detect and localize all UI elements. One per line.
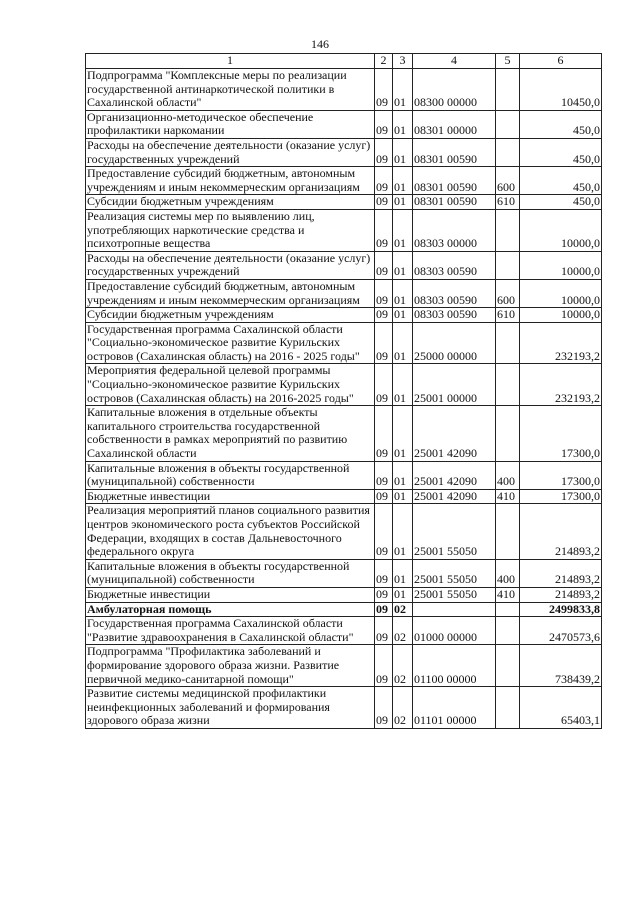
expense-type-cell: 600 — [496, 279, 520, 307]
amount-cell: 2470573,6 — [520, 617, 602, 645]
expense-type-cell — [496, 602, 520, 617]
section-code-cell: 09 — [375, 251, 393, 279]
target-article-cell: 25001 42090 — [413, 406, 496, 461]
expense-type-cell — [496, 617, 520, 645]
row-name-cell: Амбулаторная помощь — [86, 602, 375, 617]
target-article-cell: 08301 00590 — [413, 167, 496, 195]
expense-type-cell — [496, 138, 520, 166]
header-col-4: 4 — [413, 54, 496, 69]
header-col-1: 1 — [86, 54, 375, 69]
amount-cell: 232193,2 — [520, 322, 602, 364]
budget-table — [85, 53, 602, 729]
table-row — [86, 364, 602, 406]
table-row — [86, 587, 602, 602]
amount-cell: 10450,0 — [520, 69, 602, 111]
amount-cell: 17300,0 — [520, 406, 602, 461]
row-name-cell: Субсидии бюджетным учреждениям — [86, 195, 375, 210]
section-code-cell: 09 — [375, 279, 393, 307]
amount-cell: 450,0 — [520, 167, 602, 195]
subsection-code-cell: 01 — [393, 251, 413, 279]
row-name-cell: Предоставление субсидий бюджетным, автономным учреждениям и иным некоммерческим организациям — [86, 279, 375, 307]
section-code-cell: 09 — [375, 587, 393, 602]
subsection-code-cell: 01 — [393, 279, 413, 307]
row-name-cell: Капитальные вложения в объекты государственной (муниципальной) собственности — [86, 461, 375, 489]
table-row — [86, 110, 602, 138]
target-article-cell: 25001 55050 — [413, 504, 496, 559]
section-code-cell: 09 — [375, 138, 393, 166]
subsection-code-cell: 01 — [393, 209, 413, 251]
section-code-cell: 09 — [375, 209, 393, 251]
amount-cell: 232193,2 — [520, 364, 602, 406]
table-row — [86, 251, 602, 279]
target-article-cell: 25001 55050 — [413, 559, 496, 587]
section-code-cell: 09 — [375, 645, 393, 687]
row-name-cell: Расходы на обеспечение деятельности (оказание услуг) государственных учреждений — [86, 251, 375, 279]
row-name-cell: Государственная программа Сахалинской области "Развитие здравоохранения в Сахалинской области" — [86, 617, 375, 645]
expense-type-cell — [496, 364, 520, 406]
row-name-cell: Подпрограмма "Профилактика заболеваний и формирование здорового образа жизни. Развитие первичной медико-санитарной помощи" — [86, 645, 375, 687]
subsection-code-cell: 01 — [393, 461, 413, 489]
table-row — [86, 195, 602, 210]
amount-cell: 10000,0 — [520, 251, 602, 279]
table-row — [86, 209, 602, 251]
row-name-cell: Расходы на обеспечение деятельности (оказание услуг) государственных учреждений — [86, 138, 375, 166]
row-name-cell: Развитие системы медицинской профилактики неинфекционных заболеваний и формирования здорового образа жизни — [86, 687, 375, 729]
table-row — [86, 687, 602, 729]
row-name-cell: Мероприятия федеральной целевой программы "Социально-экономическое развитие Курильских островов (Сахалинская область) на 2016-2025 годы" — [86, 364, 375, 406]
amount-cell: 10000,0 — [520, 308, 602, 323]
amount-cell: 450,0 — [520, 195, 602, 210]
subsection-code-cell: 02 — [393, 645, 413, 687]
section-code-cell: 09 — [375, 308, 393, 323]
section-code-cell: 09 — [375, 406, 393, 461]
header-col-3: 3 — [393, 54, 413, 69]
amount-cell: 10000,0 — [520, 209, 602, 251]
expense-type-cell — [496, 110, 520, 138]
table-row — [86, 308, 602, 323]
expense-type-cell: 600 — [496, 167, 520, 195]
target-article-cell: 08301 00590 — [413, 195, 496, 210]
expense-type-cell: 610 — [496, 195, 520, 210]
table-row — [86, 322, 602, 364]
section-code-cell: 09 — [375, 602, 393, 617]
subsection-code-cell: 01 — [393, 364, 413, 406]
section-code-cell: 09 — [375, 110, 393, 138]
row-name-cell: Бюджетные инвестиции — [86, 489, 375, 504]
amount-cell: 450,0 — [520, 138, 602, 166]
subsection-code-cell: 01 — [393, 406, 413, 461]
target-article-cell: 08303 00590 — [413, 279, 496, 307]
target-article-cell: 25001 00000 — [413, 364, 496, 406]
table-header-row — [86, 54, 602, 69]
section-code-cell: 09 — [375, 195, 393, 210]
expense-type-cell — [496, 209, 520, 251]
table-row — [86, 602, 602, 617]
target-article-cell: 08303 00590 — [413, 251, 496, 279]
table-row — [86, 489, 602, 504]
expense-type-cell: 400 — [496, 461, 520, 489]
amount-cell: 214893,2 — [520, 504, 602, 559]
expense-type-cell — [496, 69, 520, 111]
header-col-6: 6 — [520, 54, 602, 69]
section-code-cell: 09 — [375, 167, 393, 195]
amount-cell: 2499833,8 — [520, 602, 602, 617]
expense-type-cell: 410 — [496, 587, 520, 602]
subsection-code-cell: 01 — [393, 69, 413, 111]
expense-type-cell — [496, 406, 520, 461]
section-code-cell: 09 — [375, 461, 393, 489]
subsection-code-cell: 01 — [393, 587, 413, 602]
row-name-cell: Бюджетные инвестиции — [86, 587, 375, 602]
expense-type-cell: 400 — [496, 559, 520, 587]
header-col-5: 5 — [496, 54, 520, 69]
row-name-cell: Организационно-методическое обеспечение профилактики наркомании — [86, 110, 375, 138]
subsection-code-cell: 01 — [393, 138, 413, 166]
section-code-cell: 09 — [375, 69, 393, 111]
subsection-code-cell: 01 — [393, 322, 413, 364]
amount-cell: 17300,0 — [520, 489, 602, 504]
subsection-code-cell: 01 — [393, 559, 413, 587]
row-name-cell: Государственная программа Сахалинской области "Социально-экономическое развитие Курильских островов (Сахалинская область) на 2016 - 2025 годы" — [86, 322, 375, 364]
table-row — [86, 138, 602, 166]
target-article-cell: 25001 42090 — [413, 461, 496, 489]
row-name-cell: Субсидии бюджетным учреждениям — [86, 308, 375, 323]
section-code-cell: 09 — [375, 364, 393, 406]
section-code-cell: 09 — [375, 687, 393, 729]
row-name-cell: Предоставление субсидий бюджетным, автономным учреждениям и иным некоммерческим организациям — [86, 167, 375, 195]
expense-type-cell — [496, 645, 520, 687]
target-article-cell: 25001 42090 — [413, 489, 496, 504]
amount-cell: 214893,2 — [520, 587, 602, 602]
target-article-cell: 08303 00590 — [413, 308, 496, 323]
row-name-cell: Реализация системы мер по выявлению лиц, употребляющих наркотические средства и психотропные вещества — [86, 209, 375, 251]
section-code-cell: 09 — [375, 489, 393, 504]
subsection-code-cell: 02 — [393, 602, 413, 617]
table-row — [86, 279, 602, 307]
target-article-cell: 08301 00000 — [413, 110, 496, 138]
section-code-cell: 09 — [375, 504, 393, 559]
expense-type-cell — [496, 504, 520, 559]
expense-type-cell — [496, 687, 520, 729]
page-number: 146 — [311, 37, 329, 51]
subsection-code-cell: 01 — [393, 504, 413, 559]
subsection-code-cell: 01 — [393, 110, 413, 138]
subsection-code-cell: 01 — [393, 195, 413, 210]
target-article-cell: 01000 00000 — [413, 617, 496, 645]
subsection-code-cell: 01 — [393, 167, 413, 195]
table-row — [86, 504, 602, 559]
expense-type-cell: 410 — [496, 489, 520, 504]
amount-cell: 738439,2 — [520, 645, 602, 687]
row-name-cell: Подпрограмма "Комплексные меры по реализации государственной антинаркотической политики в Сахалинской области" — [86, 69, 375, 111]
expense-type-cell — [496, 322, 520, 364]
table-row — [86, 461, 602, 489]
subsection-code-cell: 01 — [393, 489, 413, 504]
amount-cell: 17300,0 — [520, 461, 602, 489]
section-code-cell: 09 — [375, 617, 393, 645]
target-article-cell — [413, 602, 496, 617]
table-row — [86, 617, 602, 645]
subsection-code-cell: 02 — [393, 617, 413, 645]
target-article-cell: 25001 55050 — [413, 587, 496, 602]
expense-type-cell — [496, 251, 520, 279]
row-name-cell: Капитальные вложения в объекты государственной (муниципальной) собственности — [86, 559, 375, 587]
section-code-cell: 09 — [375, 322, 393, 364]
table-row — [86, 645, 602, 687]
table-row — [86, 559, 602, 587]
expense-type-cell: 610 — [496, 308, 520, 323]
table-row — [86, 69, 602, 111]
amount-cell: 65403,1 — [520, 687, 602, 729]
target-article-cell: 01100 00000 — [413, 645, 496, 687]
amount-cell: 214893,2 — [520, 559, 602, 587]
amount-cell: 450,0 — [520, 110, 602, 138]
row-name-cell: Реализация мероприятий планов социального развития центров экономического роста субъектов Российской Федерации, входящих в состав Дальневосточного федерального округа — [86, 504, 375, 559]
target-article-cell: 08301 00590 — [413, 138, 496, 166]
table-row — [86, 167, 602, 195]
subsection-code-cell: 02 — [393, 687, 413, 729]
target-article-cell: 08303 00000 — [413, 209, 496, 251]
subsection-code-cell: 01 — [393, 308, 413, 323]
target-article-cell: 08300 00000 — [413, 69, 496, 111]
target-article-cell: 01101 00000 — [413, 687, 496, 729]
row-name-cell: Капитальные вложения в отдельные объекты капитального строительства государственной собственности в рамках мероприятий по развитию Сахалинской области — [86, 406, 375, 461]
header-col-2: 2 — [375, 54, 393, 69]
table-row — [86, 406, 602, 461]
target-article-cell: 25000 00000 — [413, 322, 496, 364]
section-code-cell: 09 — [375, 559, 393, 587]
amount-cell: 10000,0 — [520, 279, 602, 307]
